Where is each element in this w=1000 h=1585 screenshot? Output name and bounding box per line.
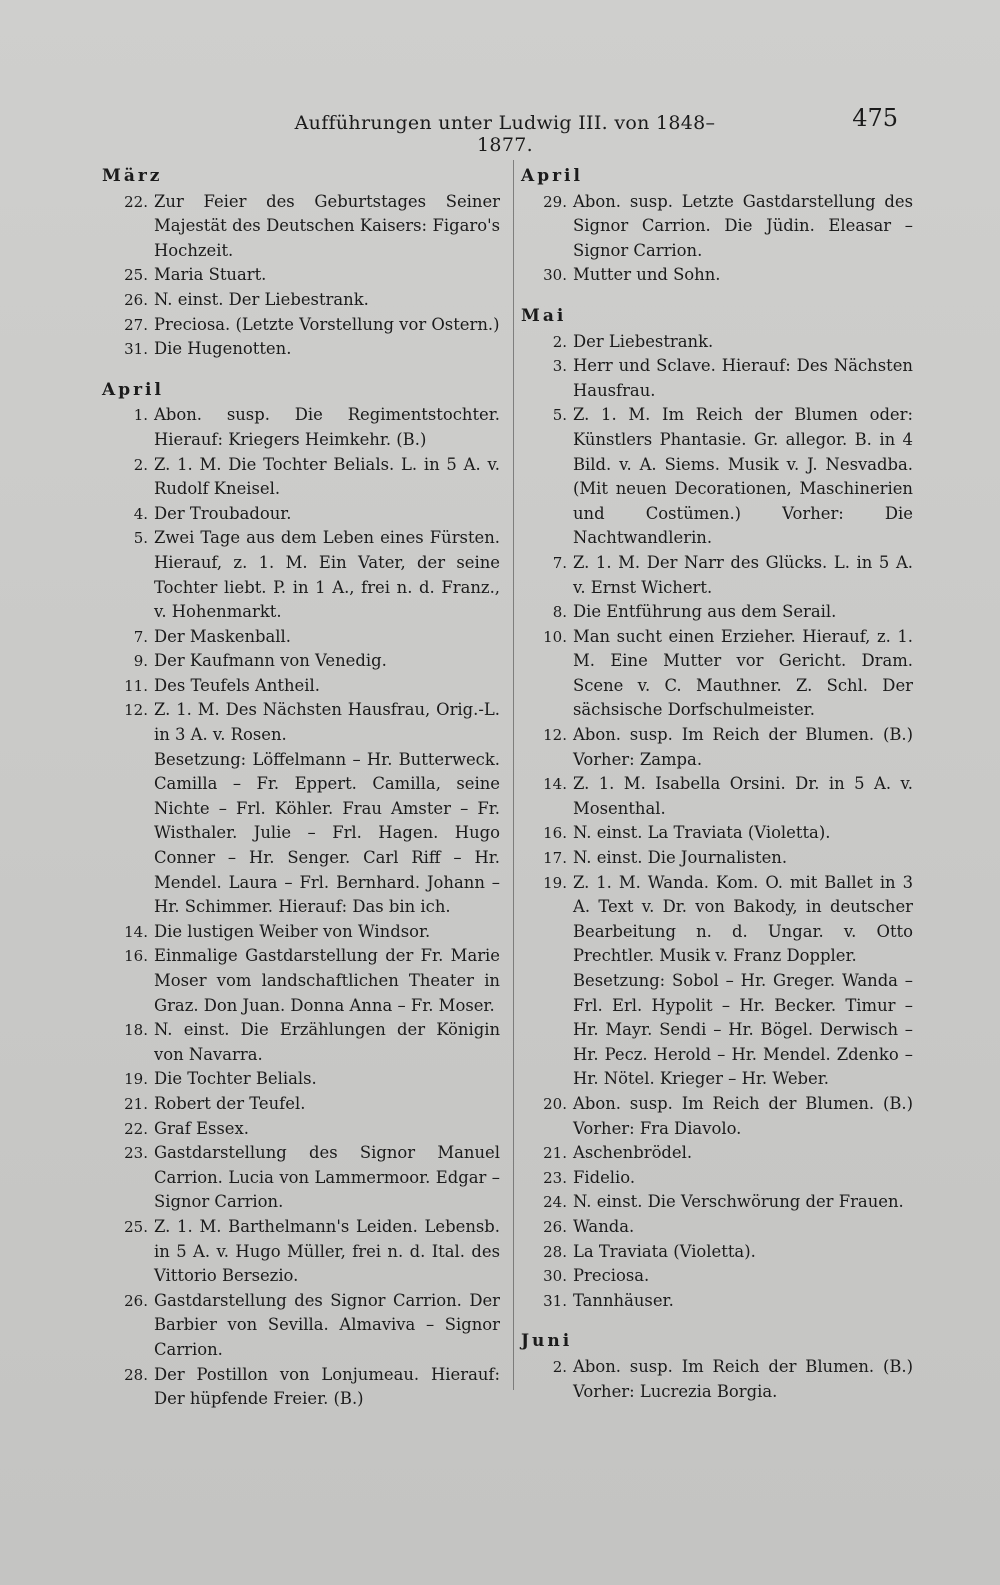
entry-text: Abon. susp. Im Reich der Blumen. (B.) Vorher: Zampa. — [573, 725, 913, 769]
month-heading: April — [102, 379, 164, 400]
entry-day: 26. — [124, 290, 148, 309]
entry-text: Gastdarstellung des Signor Carrion. Der Barbier von Sevilla. Almaviva – Signor Carrion. — [154, 1290, 500, 1359]
performance-entry — [521, 969, 913, 1092]
page-number: 475 — [852, 104, 898, 132]
entry-text: Abon. susp. Im Reich der Blumen. (B.) Vorher: Lucrezia Borgia. — [573, 1356, 913, 1401]
entry-day: 24. — [543, 1193, 567, 1212]
entry-day: 14. — [124, 922, 148, 941]
entry-day: 5. — [133, 529, 148, 548]
entry-day: 18. — [124, 1021, 148, 1040]
entry-text: Preciosa. — [573, 1266, 650, 1286]
performance-entry — [102, 944, 500, 1018]
performance-entry — [521, 551, 913, 600]
right-column — [521, 160, 913, 1404]
performance-entry — [521, 1240, 913, 1265]
entry-text: Besetzung: Löffelmann – Hr. Butterweck. Camilla – Fr. Eppert. Camilla, seine Nichte – Frl. Köhler. Frau Amster – Fr. Wisthaler. Julie – Frl. Hagen. Hugo Conner – Hr. Senger. Carl Riff – Hr. Mendel. Laura – Frl. Bernhard. Johann – Hr. Schimmer. Hierauf: Das bin ich. — [154, 749, 500, 917]
entry-day: 21. — [543, 1144, 567, 1163]
performance-entry — [102, 920, 500, 945]
entry-day: 12. — [543, 726, 567, 745]
entry-text: N. einst. Die Erzählungen der Königin von Navarra. — [154, 1020, 500, 1064]
month-heading: März — [102, 166, 163, 186]
entry-day: 14. — [543, 775, 567, 794]
entry-text: Der Liebestrank. — [573, 331, 714, 351]
performance-entry — [521, 871, 913, 969]
month-heading: Mai — [521, 305, 567, 326]
entry-day: 28. — [124, 1365, 148, 1384]
entry-day: 26. — [124, 1291, 148, 1310]
performance-entry — [521, 1190, 913, 1215]
entry-text: Fidelio. — [573, 1167, 636, 1187]
entry-text: Zwei Tage aus dem Leben eines Fürsten. Hierauf, z. 1. M. Ein Vater, der seine Tochter liebt. P. in 1 A., frei n. d. Franz., v. Hohenmarkt. — [154, 528, 500, 622]
entry-text: Z. 1. M. Wanda. Kom. O. mit Ballet in 3 A. Text v. Dr. von Bakody, in deutscher Bearbeitung n. d. Ungar. v. Otto Prechtler. Musik v. Franz Doppler. — [573, 872, 913, 966]
performance-entry — [102, 1363, 500, 1412]
performance-entry — [102, 263, 500, 288]
entry-day: 23. — [124, 1144, 148, 1163]
entry-day: 26. — [543, 1217, 567, 1236]
entry-day: 16. — [543, 824, 567, 843]
entry-day: 2. — [552, 1357, 567, 1376]
entry-text: N. einst. Die Verschwörung der Frauen. — [573, 1192, 904, 1212]
entry-text: Die Entführung aus dem Serail. — [573, 602, 837, 622]
entry-day: 5. — [552, 406, 567, 425]
entry-text: Der Postillon von Lonjumeau. Hierauf: Der hüpfende Freier. (B.) — [154, 1364, 500, 1409]
entry-day: 30. — [543, 266, 567, 285]
entry-text: Der Maskenball. — [154, 626, 291, 646]
entry-text: Abon. susp. Die Regimentstochter. Hierauf: Kriegers Heimkehr. (B.) — [154, 405, 500, 449]
entry-text: Der Kaufmann von Venedig. — [154, 651, 387, 671]
performance-entry — [521, 330, 913, 355]
entry-day: 17. — [543, 849, 567, 868]
performance-entry — [521, 1215, 913, 1240]
performance-entry — [521, 1092, 913, 1141]
performance-entry — [102, 502, 500, 527]
performance-entry — [521, 1289, 913, 1314]
entry-text: Die Tochter Belials. — [154, 1069, 317, 1089]
entry-text: Der Troubadour. — [154, 503, 292, 523]
entry-day: 7. — [552, 553, 567, 572]
performance-entry — [521, 846, 913, 871]
entry-text: N. einst. Die Journalisten. — [573, 848, 788, 868]
entry-text: Robert der Teufel. — [154, 1093, 306, 1113]
entry-day: 20. — [543, 1094, 567, 1113]
performance-entry — [102, 748, 500, 920]
entry-day: 25. — [124, 266, 148, 285]
entry-day: 31. — [543, 1291, 567, 1310]
entry-text: Z. 1. M. Barthelmann's Leiden. Lebensb. in 5 A. v. Hugo Müller, frei n. d. Ital. des Vittorio Bersezio. — [154, 1216, 500, 1286]
performance-entry — [102, 1215, 500, 1289]
performance-entry — [102, 1117, 500, 1142]
entry-text: Preciosa. (Letzte Vorstellung vor Ostern.) — [154, 314, 500, 334]
entry-text: Die Hugenotten. — [154, 339, 292, 359]
performance-entry — [102, 625, 500, 650]
entry-text: Maria Stuart. — [154, 265, 267, 285]
performance-entry — [102, 698, 500, 747]
entry-text: Mutter und Sohn. — [573, 265, 721, 285]
entry-day — [521, 969, 573, 1092]
performance-entry — [521, 723, 913, 772]
performance-entry — [102, 1067, 500, 1092]
performance-entry — [102, 1141, 500, 1215]
entry-day: 16. — [124, 947, 148, 966]
performance-entry — [102, 453, 500, 502]
entry-day: 8. — [552, 603, 567, 622]
performance-entry — [102, 190, 500, 264]
entry-text: Man sucht einen Erzieher. Hierauf, z. 1. M. Eine Mutter vor Gericht. Dram. Scene v. C. Mauthner. Z. Schl. Der sächsische Dorfschulmeister. — [573, 626, 913, 720]
entry-day: 2. — [552, 332, 567, 351]
entry-text: Abon. susp. Im Reich der Blumen. (B.) Vorher: Fra Diavolo. — [573, 1093, 913, 1138]
entry-text: Des Teufels Antheil. — [154, 675, 320, 695]
performance-entry — [102, 674, 500, 699]
entry-day: 9. — [133, 652, 148, 671]
entry-day: 25. — [124, 1217, 148, 1236]
performance-entry — [102, 313, 500, 338]
entry-text: Abon. susp. Letzte Gastdarstellung des Signor Carrion. Die Jüdin. Eleasar – Signor Carrion. — [573, 191, 913, 260]
entry-text: La Traviata (Violetta). — [573, 1241, 756, 1261]
entry-day: 19. — [124, 1070, 148, 1089]
entry-text: Besetzung: Sobol – Hr. Greger. Wanda – Frl. Erl. Hypolit – Hr. Becker. Timur – Hr. Mayr. Sendi – Hr. Bögel. Derwisch – Hr. Pecz. Herold – Hr. Mendel. Zdenko – Hr. Nötel. Krieger – Hr. Weber. — [573, 971, 913, 1089]
performance-entry — [102, 1018, 500, 1067]
performance-entry — [521, 1264, 913, 1289]
column-divider — [513, 160, 514, 1390]
performance-entry — [102, 1092, 500, 1117]
entry-text: Wanda. — [573, 1216, 635, 1236]
month-heading: Juni — [521, 1331, 573, 1352]
entry-text: Z. 1. M. Des Nächsten Hausfrau, Orig.-L. in 3 A. v. Rosen. — [154, 700, 500, 745]
entry-day: 3. — [552, 357, 567, 376]
month-heading: April — [521, 166, 583, 186]
performance-entry — [521, 600, 913, 625]
performance-entry — [521, 403, 913, 551]
performance-entry — [521, 1355, 913, 1404]
entry-day: 29. — [543, 192, 567, 211]
entry-text: N. einst. Der Liebestrank. — [154, 289, 369, 309]
entry-text: Herr und Sclave. Hierauf: Des Nächsten Hausfrau. — [573, 356, 913, 400]
entry-day: 22. — [124, 192, 148, 211]
entry-text: Z. 1. M. Der Narr des Glücks. L. in 5 A. v. Ernst Wichert. — [573, 552, 913, 597]
entry-text: Aschenbrödel. — [573, 1143, 693, 1163]
performance-entry — [102, 288, 500, 313]
entry-text: Tannhäuser. — [573, 1290, 674, 1310]
entry-text: Z. 1. M. Die Tochter Belials. L. in 5 A. v. Rudolf Kneisel. — [154, 454, 500, 499]
performance-entry — [521, 263, 913, 288]
entry-text: Einmalige Gastdarstellung der Fr. Marie Moser vom landschaftlichen Theater in Graz. Don Juan. Donna Anna – Fr. Moser. — [154, 946, 500, 1015]
entry-day — [102, 748, 154, 920]
entry-day: 23. — [543, 1168, 567, 1187]
performance-entry — [102, 337, 500, 362]
performance-entry — [521, 190, 913, 264]
performance-entry — [102, 649, 500, 674]
entry-text: Gastdarstellung des Signor Manuel Carrion. Lucia von Lammermoor. Edgar – Signor Carrion. — [154, 1143, 500, 1212]
performance-entry — [102, 403, 500, 452]
entry-day: 1. — [133, 406, 148, 425]
performance-entry — [102, 1289, 500, 1363]
running-title: Aufführungen unter Ludwig III. von 1848–1877. — [294, 112, 716, 156]
entry-text: N. einst. La Traviata (Violetta). — [573, 823, 831, 843]
entry-day: 12. — [124, 701, 148, 720]
left-column — [102, 160, 500, 1412]
entry-day: 28. — [543, 1242, 567, 1261]
entry-text: Z. 1. M. Im Reich der Blumen oder: Künstlers Phantasie. Gr. allegor. B. in 4 Bild. v. A. Siems. Musik v. J. Nesvadba. (Mit neuen Decorationen, Maschinerien und Costümen.) Vorher: Die Nachtwandlerin. — [573, 405, 913, 548]
entry-day: 4. — [133, 504, 148, 523]
entry-day: 27. — [124, 315, 148, 334]
entry-text: Zur Feier des Geburtstages Seiner Majestät des Deutschen Kaisers: Figaro's Hochzeit. — [154, 191, 500, 260]
entry-day: 11. — [124, 676, 148, 695]
performance-entry — [521, 625, 913, 723]
entry-text: Graf Essex. — [154, 1118, 249, 1138]
entry-day: 7. — [133, 627, 148, 646]
entry-day: 19. — [543, 873, 567, 892]
entry-day: 22. — [124, 1119, 148, 1138]
performance-entry — [521, 1166, 913, 1191]
entry-day: 2. — [133, 455, 148, 474]
performance-entry — [102, 526, 500, 624]
entry-text: Die lustigen Weiber von Windsor. — [154, 921, 431, 941]
entry-day: 31. — [124, 340, 148, 359]
performance-entry — [521, 772, 913, 821]
entry-text: Z. 1. M. Isabella Orsini. Dr. in 5 A. v. Mosenthal. — [573, 774, 913, 818]
entry-day: 30. — [543, 1267, 567, 1286]
entry-day: 21. — [124, 1094, 148, 1113]
performance-entry — [521, 1141, 913, 1166]
performance-entry — [521, 821, 913, 846]
entry-day: 10. — [543, 627, 567, 646]
performance-entry — [521, 354, 913, 403]
